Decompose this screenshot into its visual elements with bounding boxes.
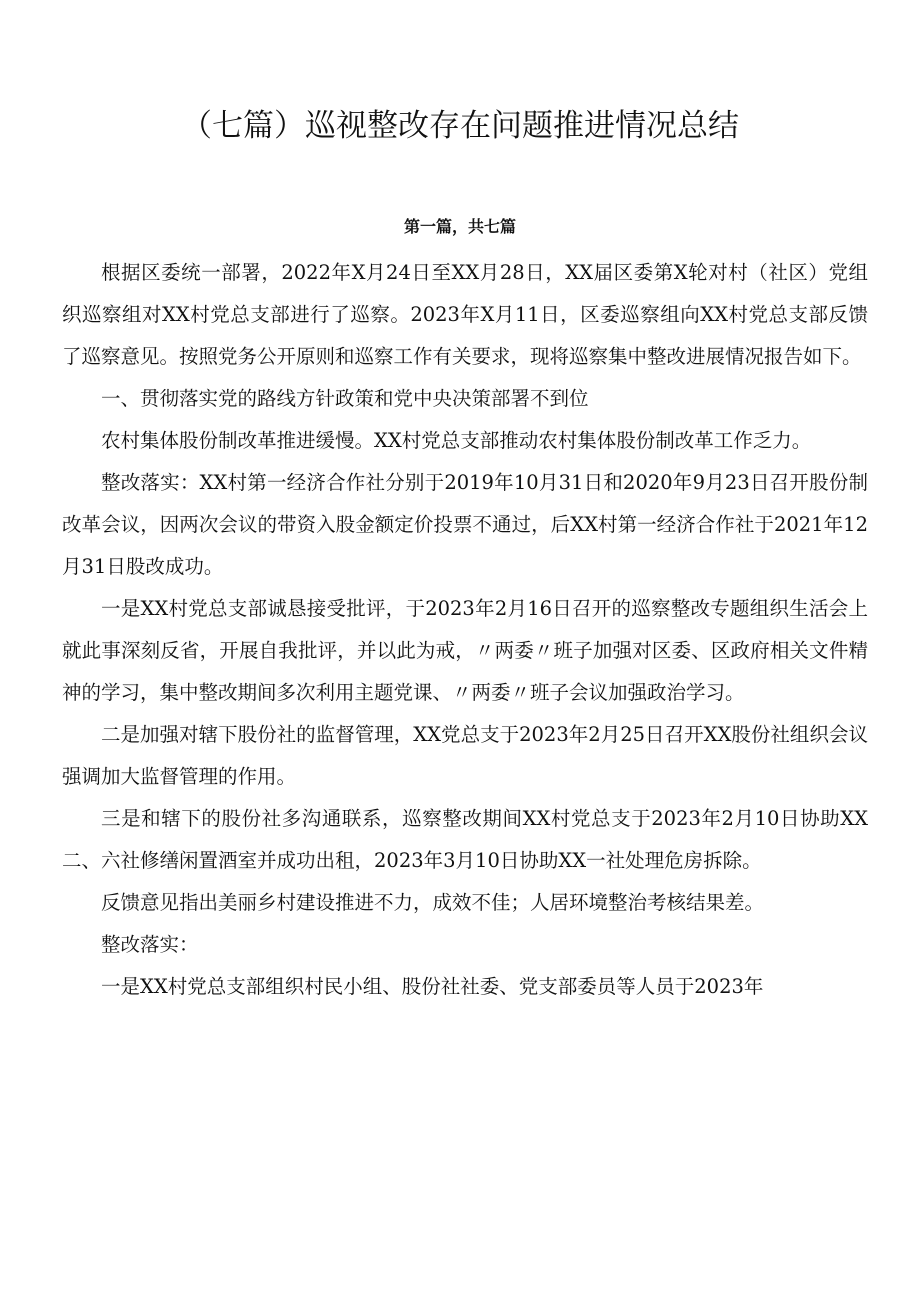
paragraph-measure-1: 一是XX村党总支部诚恳接受批评，于2023年2月16日召开的巡察整改专题组织生活会上就此事深刻反省，开展自我批评，并以此为戒，〃两委〃班子加强对区委、区政府相关文件精神的学习，集中整改期间多次利用主题党课、〃两委〃班子会议加强政治学习。 — [62, 597, 868, 704]
paragraph-rectification-2: 整改落实： — [101, 933, 199, 956]
section-heading-1: 一、贯彻落实党的路线方针政策和党中央决策部署不到位 — [101, 387, 589, 410]
paragraph-measure-4: 一是XX村党总支部组织村民小组、股份社社委、党支部委员等人员于2023年 — [101, 975, 764, 998]
document-body — [62, 252, 868, 1008]
document-title: （七篇）巡视整改存在问题推进情况总结 — [181, 108, 739, 144]
document-subtitle: 第一篇，共七篇 — [403, 217, 516, 236]
paragraph-measure-2: 二是加强对辖下股份社的监督管理，XX党总支于2023年2月25日召开XX股份社组织会议强调加大监督管理的作用。 — [62, 723, 868, 788]
paragraph-issue-1: 农村集体股份制改革推进缓慢。XX村党总支部推动农村集体股份制改革工作乏力。 — [101, 429, 812, 452]
paragraph-intro: 根据区委统一部署，2022年X月24日至XX月28日，XX届区委第X轮对村（社区）党组织巡察组对XX村党总支部进行了巡察。2023年X月11日，区委巡察组向XX村党总支部反馈了巡察意见。按照党务公开原则和巡察工作有关要求，现将巡察集中整改进展情况报告如下。 — [62, 261, 868, 368]
paragraph-measure-3: 三是和辖下的股份社多沟通联系，巡察整改期间XX村党总支于2023年2月10日协助XX二、六社修缮闲置酒室并成功出租，2023年3月10日协助XX一社处理危房拆除。 — [62, 807, 868, 872]
paragraph-rectification-1: 整改落实：XX村第一经济合作社分别于2019年10月31日和2020年9月23日召开股份制改革会议，因两次会议的带资入股金额定价投票不通过，后XX村第一经济合作社于2021年12月31日股改成功。 — [62, 471, 868, 578]
paragraph-issue-2: 反馈意见指出美丽乡村建设推进不力，成效不佳；人居环境整治考核结果差。 — [101, 891, 765, 914]
